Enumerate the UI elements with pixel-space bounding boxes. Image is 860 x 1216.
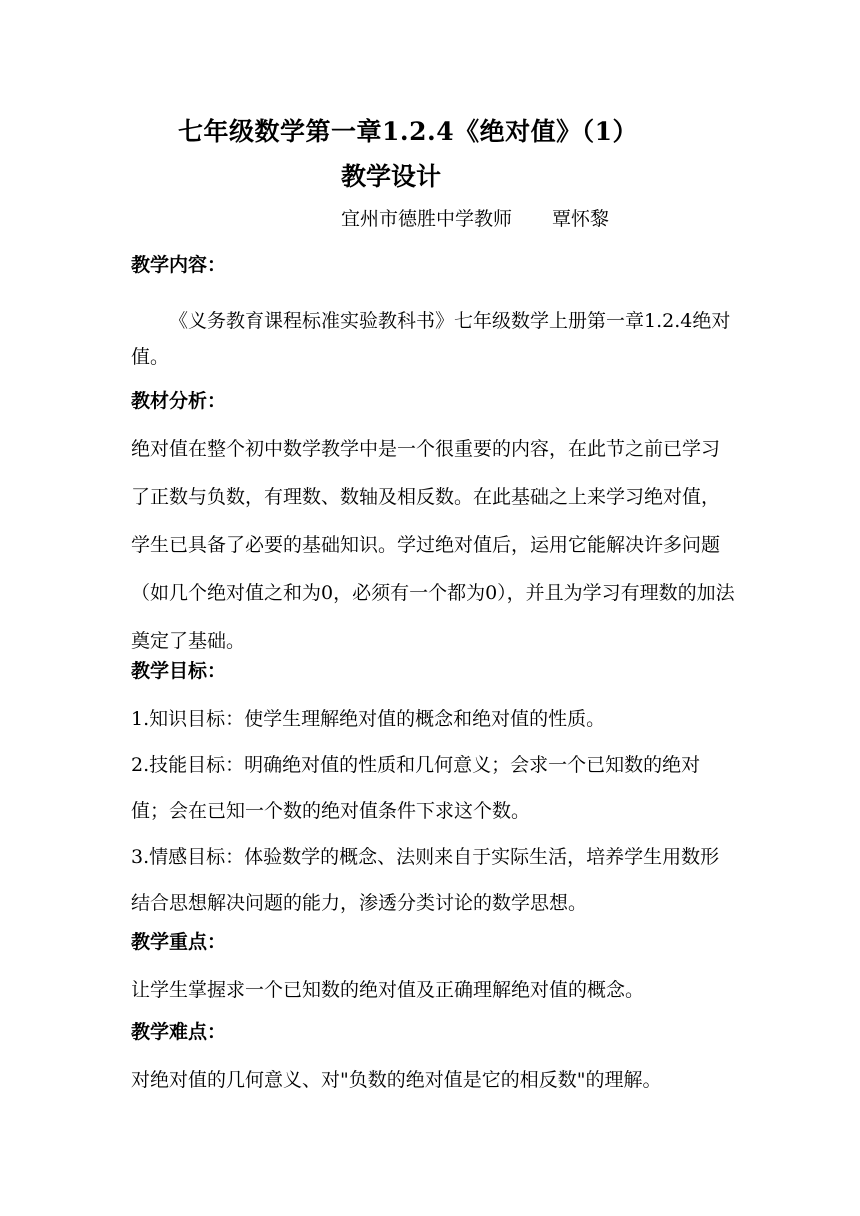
paragraph-line: 结合思想解决问题的能力，渗透分类讨论的数学思想。 — [131, 892, 588, 914]
section-heading: 教学重点： — [131, 931, 227, 953]
section-analysis — [131, 386, 771, 659]
paragraph-line: 1.知识目标：使学生理解绝对值的概念和绝对值的性质。 — [131, 708, 606, 730]
author-line — [341, 204, 609, 231]
paragraph-line: 对绝对值的几何意义、对"负数的绝对值是它的相反数"的理解。 — [131, 1069, 662, 1091]
paragraph-line: 绝对值在整个初中数学教学中是一个很重要的内容，在此节之前已学习 — [131, 438, 721, 460]
section-heading: 教材分析： — [131, 390, 227, 412]
paragraph-line: 值；会在已知一个数的绝对值条件下求这个数。 — [131, 800, 531, 822]
section-heading: 教学难点： — [131, 1021, 227, 1043]
section-goals — [131, 656, 771, 921]
paragraph-line: 学生已具备了必要的基础知识。学过绝对值后，运用它能解决许多问题 — [131, 534, 721, 556]
paragraph-line: 《义务教育课程标准实验教科书》七年级数学上册第一章1.2.4绝对 — [169, 310, 731, 332]
paragraph-line: 了正数与负数，有理数、数轴及相反数。在此基础之上来学习绝对值， — [131, 486, 721, 508]
section-heading: 教学目标： — [131, 660, 227, 682]
paragraph-line: 奠定了基础。 — [131, 630, 246, 652]
author-school: 宜州市德胜中学教师 — [341, 208, 513, 230]
section-difficulties — [131, 1017, 771, 1098]
paragraph-line: 让学生掌握求一个已知数的绝对值及正确理解绝对值的概念。 — [131, 979, 645, 1001]
paragraph-line: 值。 — [131, 346, 170, 368]
section-content — [131, 250, 771, 375]
paragraph-line: （如几个绝对值之和为0，必须有一个都为0），并且为学习有理数的加法 — [131, 582, 735, 604]
paragraph-line: 2.技能目标：明确绝对值的性质和几何意义；会求一个已知数的绝对 — [131, 754, 701, 776]
document-title: 七年级数学第一章1.2.4《绝对值》（1） — [178, 117, 638, 146]
document-subtitle: 教学设计 — [341, 162, 442, 191]
section-key-points — [131, 927, 771, 1008]
section-heading: 教学内容： — [131, 254, 227, 276]
paragraph-line: 3.情感目标：体验数学的概念、法则来自于实际生活，培养学生用数形 — [131, 846, 720, 868]
author-name: 覃怀黎 — [552, 208, 610, 230]
